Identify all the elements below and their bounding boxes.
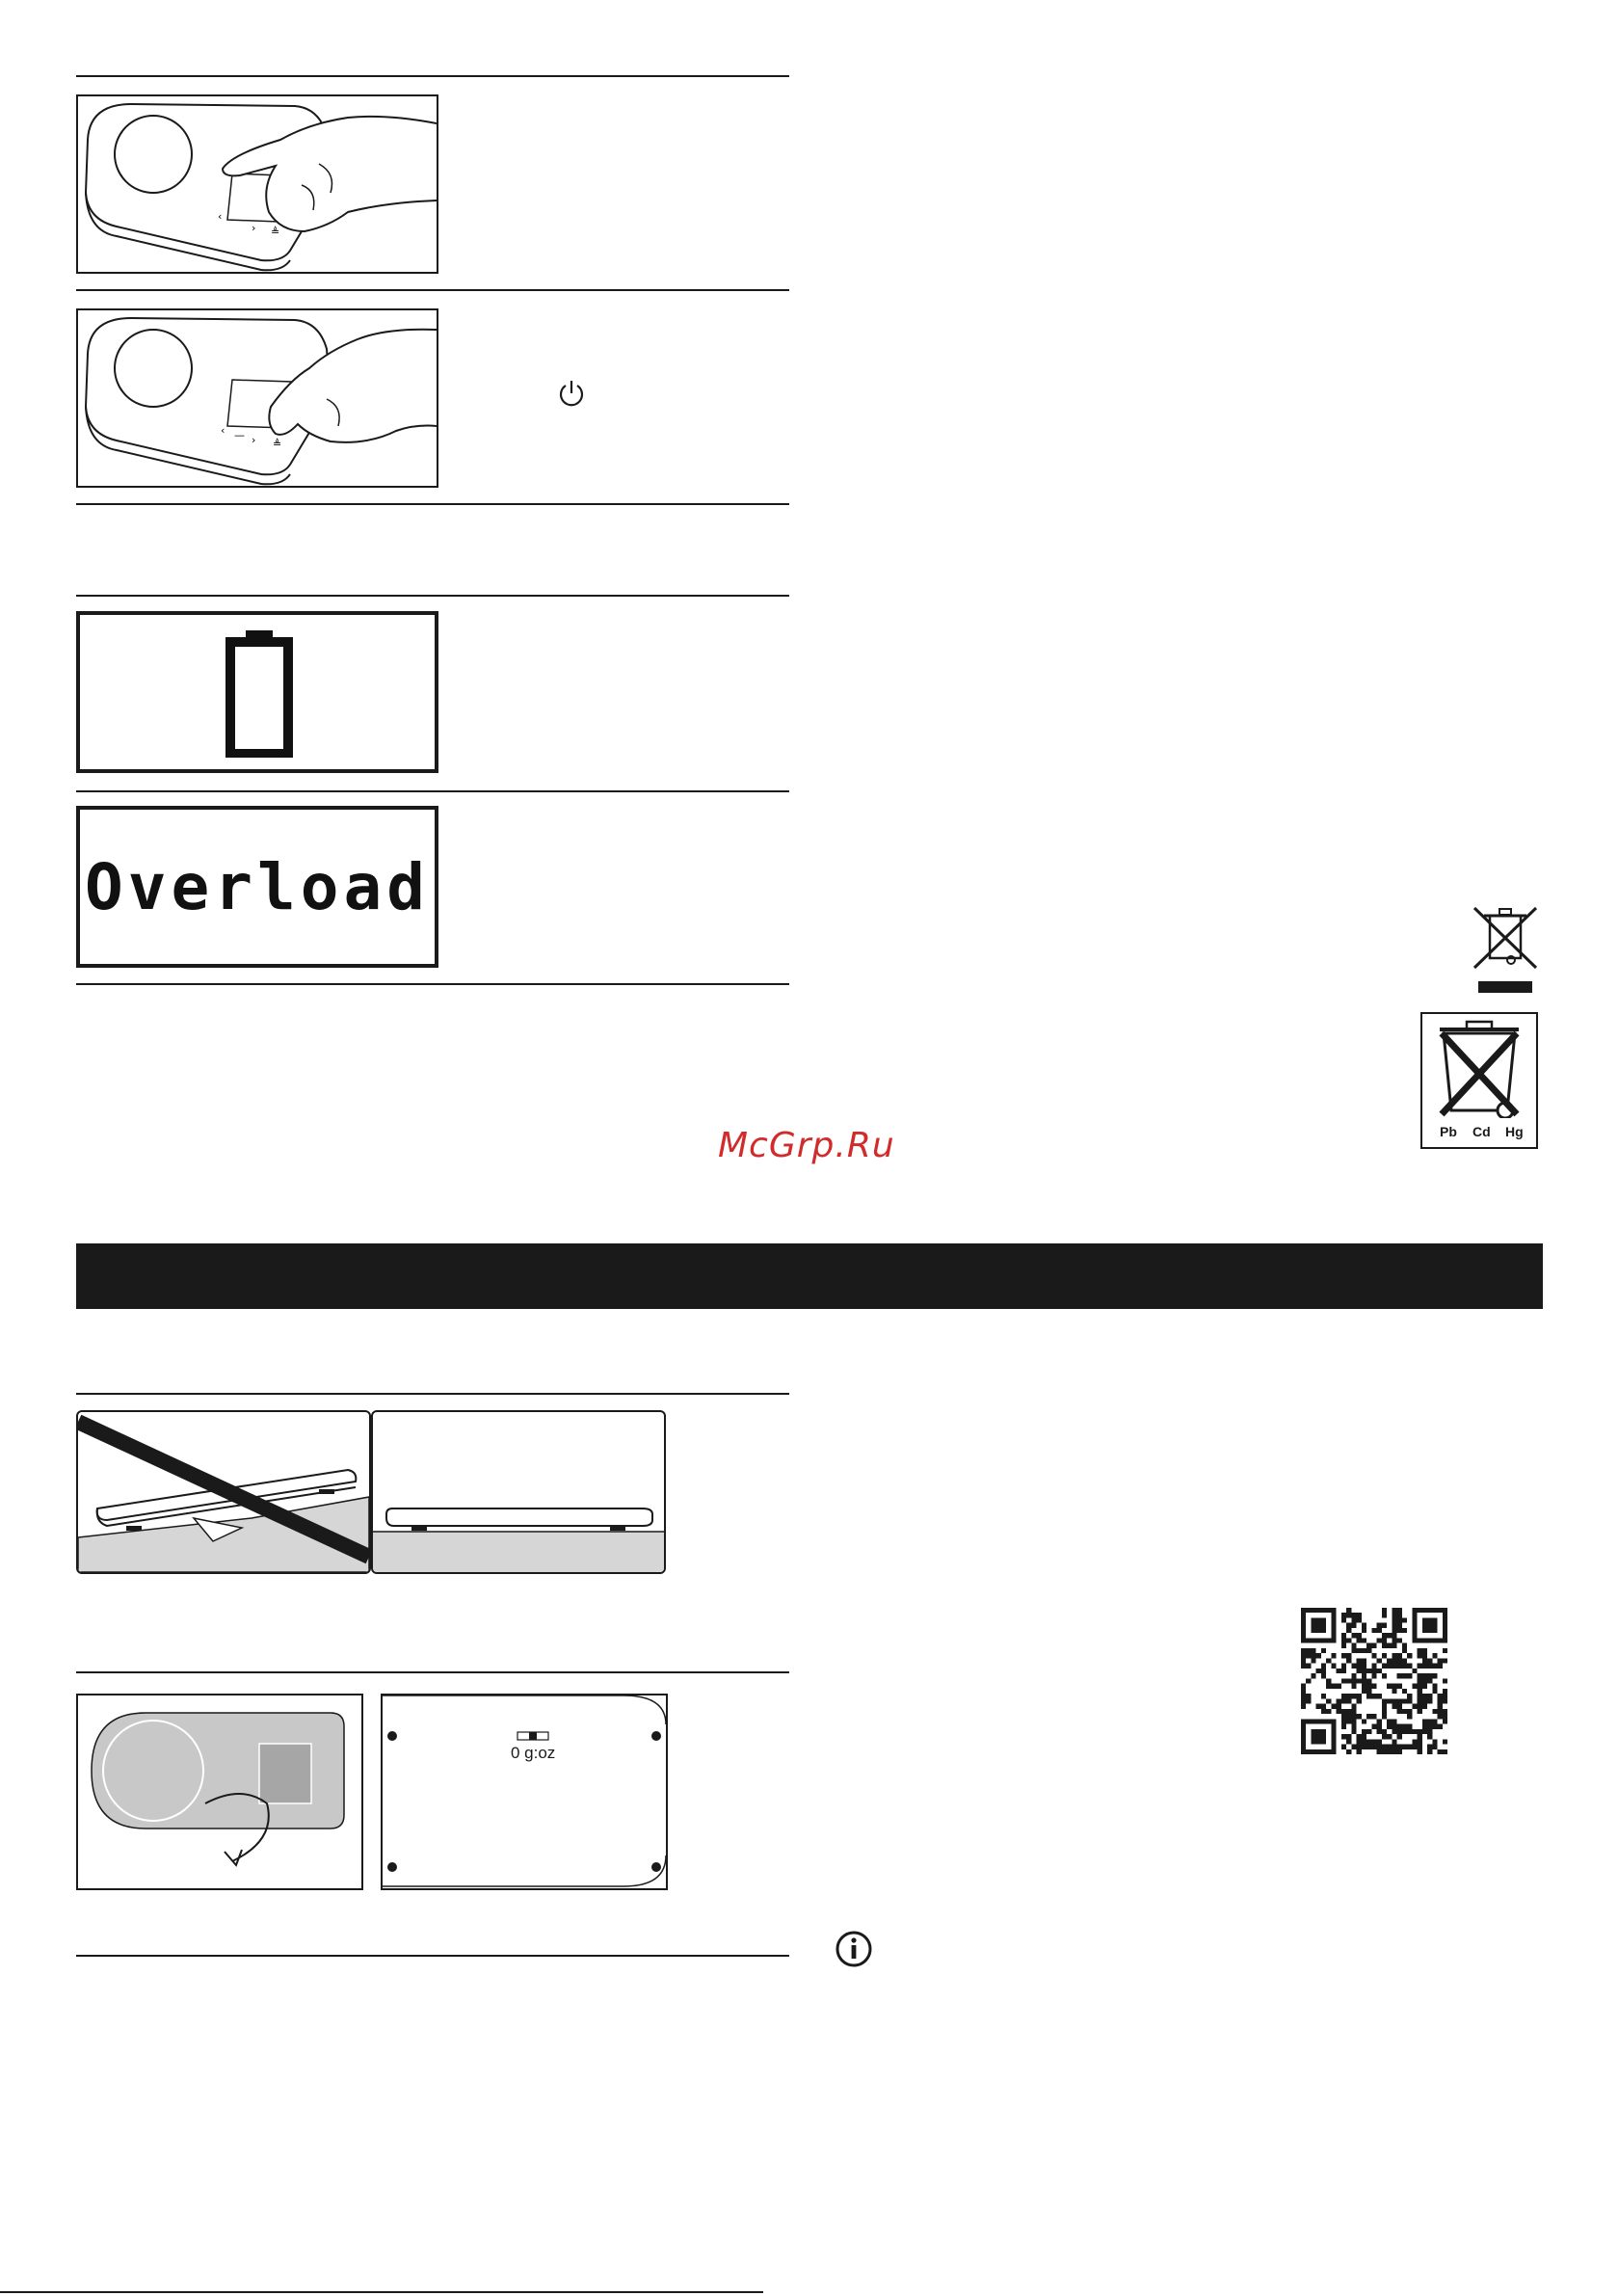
scale-with-finger-drawing — [78, 310, 437, 486]
recycling-label-pb: Pb — [1440, 1124, 1457, 1139]
illustration-press-button — [76, 94, 438, 274]
page-footer-rule — [0, 2291, 763, 2293]
section-rule-3 — [76, 503, 789, 505]
scale-with-hand-drawing — [78, 96, 437, 272]
info-icon — [835, 1930, 873, 1968]
illustration-flip-scale — [76, 1694, 363, 1890]
power-icon — [557, 378, 586, 409]
qr-code — [1301, 1608, 1447, 1754]
svg-text:≜: ≜ — [273, 438, 282, 450]
weee-crossed-bin-icon — [1469, 904, 1542, 995]
recycling-label-hg: Hg — [1505, 1124, 1524, 1139]
section-rule-9 — [76, 1955, 789, 1957]
recycling-label-cd: Cd — [1472, 1124, 1491, 1139]
battery-empty-icon — [225, 628, 294, 758]
lcd-battery-display — [76, 611, 438, 773]
illustration-level-surface — [371, 1410, 666, 1574]
section-rule-5 — [76, 790, 789, 792]
section-rule-7 — [76, 1393, 789, 1395]
section-rule-2 — [76, 289, 789, 291]
section-rule-8 — [76, 1671, 789, 1673]
svg-text:‹: ‹ — [221, 424, 225, 437]
unit-switch-label: 0 g:oz — [511, 1744, 556, 1762]
section-rule-1 — [76, 75, 789, 77]
svg-text:≜: ≜ — [271, 226, 280, 238]
section-header-band — [76, 1243, 1543, 1309]
lcd-overload-display — [76, 806, 438, 968]
overload-text: Overload — [85, 849, 430, 924]
svg-text:›: › — [252, 434, 256, 446]
battery-recycling-icon — [1420, 1012, 1538, 1149]
illustration-uneven-surface — [76, 1410, 371, 1574]
section-rule-6 — [76, 983, 789, 985]
svg-text:—: — — [234, 429, 245, 441]
svg-text:‹: ‹ — [218, 210, 223, 223]
section-rule-4 — [76, 595, 789, 597]
illustration-underside-switch — [381, 1694, 668, 1890]
illustration-press-display — [76, 308, 438, 488]
watermark-text: McGrp.Ru — [718, 1126, 895, 1165]
svg-text:›: › — [252, 222, 256, 234]
